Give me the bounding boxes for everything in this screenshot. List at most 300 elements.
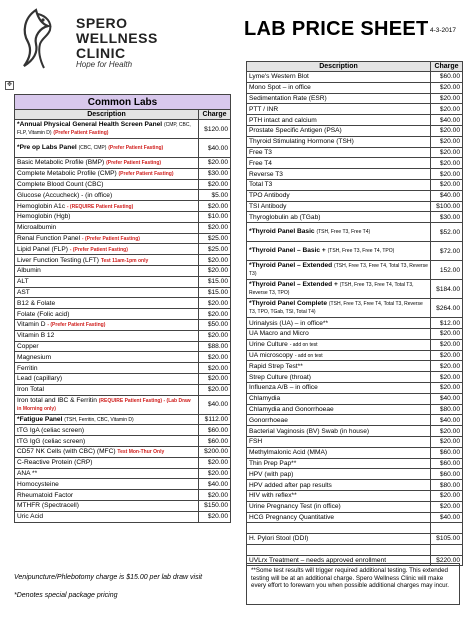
- row-test-note: (Prefer Patient Fasting): [118, 171, 174, 178]
- row-charge: $40.00: [431, 190, 463, 201]
- row-description: [247, 512, 431, 523]
- row-charge: $20.00: [199, 511, 231, 522]
- phlebotomy-note: Venipuncture/Phlebotomy charge is $15.00 per lab draw visit: [14, 574, 203, 581]
- row-test-note: (Prefer Patient Fasting): [53, 130, 109, 136]
- row-description: [15, 319, 199, 330]
- row-charge: $88.00: [199, 341, 231, 352]
- row-description: [247, 361, 431, 372]
- row-test-subtext: - add on test: [294, 352, 323, 359]
- row-description: [15, 414, 199, 425]
- table-row: [15, 330, 231, 341]
- row-charge: $20.00: [431, 104, 463, 115]
- row-test-name: PTH intact and calcium: [249, 116, 317, 124]
- row-charge: $30.00: [431, 212, 463, 223]
- table-row: [15, 158, 231, 169]
- sheet-date: 4-3-2017: [430, 27, 457, 34]
- row-test-name: ALT: [17, 278, 29, 286]
- row-test-name: Vitamin D: [17, 321, 46, 329]
- row-description: [15, 395, 199, 414]
- row-test-name: Thyroglobulin ab (TGab): [249, 213, 321, 221]
- row-test-name: Renal Function Panel: [17, 234, 81, 242]
- row-description: [15, 211, 199, 222]
- row-test-name: Complete Metabolic Profile (CMP): [17, 170, 117, 178]
- row-test-subtext: (TSH, Free T3, Free T4): [316, 229, 371, 236]
- table-row: [15, 265, 231, 276]
- table-row: [15, 395, 231, 414]
- row-description: [15, 446, 199, 457]
- row-test-name: *Thyroid Panel – Extended +: [249, 281, 338, 289]
- row-test-subtext: (TSH, Free T3, Free T4, TPO): [327, 248, 395, 255]
- table-row: [15, 511, 231, 522]
- table-row: [15, 479, 231, 490]
- row-description: [247, 318, 431, 329]
- row-test-name: Hemoglobin (Hgb): [17, 213, 71, 221]
- row-charge: $60.00: [431, 469, 463, 480]
- row-test-name: PTT / INR: [249, 105, 279, 113]
- row-charge: $25.00: [199, 233, 231, 244]
- row-charge: $40.00: [431, 393, 463, 404]
- table-row: [15, 446, 231, 457]
- row-test-subtext: (CBC, CMP): [78, 145, 107, 151]
- row-description: [15, 500, 199, 511]
- spero-bird-logo-icon: [14, 6, 58, 72]
- row-charge: $20.00: [431, 179, 463, 190]
- row-description: [247, 212, 431, 223]
- row-description: [247, 223, 431, 242]
- table-row: [15, 244, 231, 255]
- row-test-name: *Fatigue Panel: [17, 415, 63, 423]
- row-test-note: - (Prefer Patient Fasting): [81, 235, 140, 242]
- row-charge: $40.00: [431, 415, 463, 426]
- row-description: [247, 436, 431, 447]
- row-test-name: CD57 NK Cells (with CBC) (MFC): [17, 448, 116, 456]
- row-description: [15, 309, 199, 320]
- row-charge: $20.00: [431, 501, 463, 512]
- table-row: [15, 373, 231, 384]
- row-charge: $20.00: [199, 309, 231, 320]
- row-description: [247, 339, 431, 350]
- row-test-name: *Thyroid Panel – Extended: [249, 262, 333, 270]
- row-charge: $20.00: [199, 222, 231, 233]
- row-charge: $20.00: [431, 136, 463, 147]
- row-charge: [431, 523, 463, 534]
- row-test-note: - (Prefer Patient Fasting): [69, 246, 128, 253]
- row-test-name: HPV added after pap results: [249, 481, 332, 489]
- row-description: [247, 372, 431, 383]
- row-test-name: Thyroid Stimulating Hormone (TSH): [249, 138, 354, 146]
- table-row: [247, 490, 463, 501]
- row-description: [247, 523, 431, 534]
- row-charge: $20.00: [431, 158, 463, 169]
- table-row: [247, 179, 463, 190]
- row-charge: $20.00: [431, 372, 463, 383]
- row-test-name: Strep Culture (throat): [249, 373, 311, 381]
- row-description: [15, 255, 199, 266]
- row-description: [15, 425, 199, 436]
- row-test-name: Ferritin: [17, 364, 38, 372]
- row-charge: $20.00: [431, 382, 463, 393]
- row-charge: $60.00: [431, 458, 463, 469]
- row-description: [15, 436, 199, 447]
- row-test-name: Folate (Folic acid): [17, 310, 70, 318]
- table-row: [247, 261, 463, 280]
- table-row: [15, 211, 231, 222]
- row-charge: $20.00: [431, 339, 463, 350]
- table-row: [247, 190, 463, 201]
- row-test-note: Test Mon-Thur Only: [117, 449, 165, 456]
- row-charge: $20.00: [431, 147, 463, 158]
- table-row: [247, 534, 463, 545]
- table-row: [15, 341, 231, 352]
- row-charge: $20.00: [199, 298, 231, 309]
- row-description: [15, 511, 199, 522]
- row-description: [15, 330, 199, 341]
- row-description: [247, 147, 431, 158]
- row-description: [15, 158, 199, 169]
- row-charge: $264.00: [431, 299, 463, 318]
- row-charge: $5.00: [199, 190, 231, 201]
- row-description: [15, 384, 199, 395]
- table-row: [247, 372, 463, 383]
- row-description: [15, 201, 199, 212]
- row-description: [247, 169, 431, 180]
- lab-price-table: [246, 61, 463, 566]
- row-description: [247, 190, 431, 201]
- row-charge: $30.00: [199, 168, 231, 179]
- row-charge: $20.00: [199, 352, 231, 363]
- row-description: [15, 233, 199, 244]
- table-row: [247, 436, 463, 447]
- row-charge: $20.00: [431, 426, 463, 437]
- row-test-name: Prostate Specific Antigen (PSA): [249, 127, 342, 135]
- row-test-name: *Annual Physical General Health Screen Panel: [17, 121, 163, 128]
- table-row: [247, 426, 463, 437]
- row-description: [247, 72, 431, 83]
- row-description: [15, 179, 199, 190]
- row-description: [247, 544, 431, 555]
- row-test-name: Albumin: [17, 267, 41, 275]
- brand-line-2: WELLNESS: [76, 30, 158, 46]
- row-test-note: (Prefer Patient Fasting): [106, 160, 162, 167]
- row-description: [247, 382, 431, 393]
- row-test-name: TPO Antibody: [249, 192, 290, 200]
- row-charge: $15.00: [199, 276, 231, 287]
- row-test-name: Rapid Strep Test**: [249, 362, 303, 370]
- row-charge: $60.00: [431, 447, 463, 458]
- row-test-subtext: (TSH, Free T3, Free T4, Total T3, Reverse T3): [249, 263, 428, 278]
- row-test-name: Iron total and IBC & Ferritin: [17, 396, 97, 404]
- row-description: [247, 458, 431, 469]
- table-row: [15, 319, 231, 330]
- row-description: [247, 261, 431, 280]
- table-row: [247, 361, 463, 372]
- row-test-name: *Thyroid Panel – Basic +: [249, 247, 326, 255]
- table-row: [247, 169, 463, 180]
- row-charge: $20.00: [199, 255, 231, 266]
- row-test-subtext: (TSH, Ferritin, CBC, Vitamin D): [64, 416, 134, 423]
- row-test-name: ANA **: [17, 469, 38, 477]
- row-charge: $20.00: [199, 201, 231, 212]
- table-row: [247, 280, 463, 299]
- table-row: [247, 125, 463, 136]
- row-charge: $112.00: [199, 414, 231, 425]
- row-description: [247, 115, 431, 126]
- row-charge: $40.00: [199, 139, 231, 158]
- table-row: [247, 469, 463, 480]
- brand-line-3: CLINIC: [76, 45, 126, 61]
- table-row: [247, 404, 463, 415]
- row-charge: $220.00: [431, 555, 463, 566]
- row-test-name: Liver Function Testing (LFT): [17, 256, 99, 264]
- row-test-name: HCG Pregnancy Quantitative: [249, 513, 335, 521]
- row-test-name: Sedimentation Rate (ESR): [249, 94, 327, 102]
- table-row: [15, 425, 231, 436]
- row-description: [247, 136, 431, 147]
- row-test-note: (Prefer Patient Fasting): [108, 145, 164, 151]
- row-test-name: Urinalysis (UA) – in office**: [249, 319, 329, 327]
- row-description: [247, 82, 431, 93]
- row-charge: $80.00: [431, 480, 463, 491]
- brand-line-1: SPERO: [76, 15, 128, 31]
- row-test-name: Reverse T3: [249, 170, 283, 178]
- table-row: [15, 490, 231, 501]
- column-header-charge: Charge: [431, 62, 463, 72]
- table-row: [247, 72, 463, 83]
- row-test-name: UA Macro and Micro: [249, 330, 309, 338]
- row-test-name: *Thyroid Panel Basic: [249, 228, 315, 236]
- table-row: [247, 299, 463, 318]
- row-test-name: Lead (capillary): [17, 375, 63, 383]
- column-header-row: [15, 110, 231, 120]
- row-charge: $20.00: [431, 93, 463, 104]
- row-description: [15, 352, 199, 363]
- table-row: [15, 120, 231, 139]
- row-test-name: Vitamin B 12: [17, 332, 55, 340]
- table-row: [247, 328, 463, 339]
- table-row: [15, 352, 231, 363]
- row-test-name: UA microscopy: [249, 351, 293, 359]
- row-charge: $20.00: [431, 169, 463, 180]
- row-charge: $20.00: [199, 384, 231, 395]
- row-charge: $150.00: [199, 500, 231, 511]
- row-description: [15, 120, 199, 139]
- row-description: [247, 404, 431, 415]
- row-test-note: (REQUIRE Patient Fasting) - (Lab Draw in Morning only): [17, 397, 191, 412]
- row-test-name: C-Reactive Protein (CRP): [17, 459, 93, 467]
- row-charge: $20.00: [431, 82, 463, 93]
- row-test-name: Microalbumin: [17, 224, 57, 232]
- row-description: [15, 363, 199, 374]
- row-test-name: Iron Total: [17, 386, 45, 394]
- table-row: [15, 500, 231, 511]
- page-title: LAB PRICE SHEET: [244, 18, 429, 40]
- column-header-charge: Charge: [199, 110, 231, 120]
- row-description: [247, 447, 431, 458]
- table-row: [247, 393, 463, 404]
- row-test-name: tTG IgA (celiac screen): [17, 426, 85, 434]
- table-row: [15, 384, 231, 395]
- table-row: [15, 139, 231, 158]
- row-charge: $20.00: [431, 361, 463, 372]
- row-charge: $72.00: [431, 242, 463, 261]
- row-charge: $20.00: [431, 328, 463, 339]
- row-charge: $20.00: [199, 490, 231, 501]
- table-row: [247, 523, 463, 534]
- table-row: [15, 309, 231, 320]
- row-description: [247, 280, 431, 299]
- table-row: [15, 190, 231, 201]
- row-test-name: tTG IgG (celiac screen): [17, 437, 86, 445]
- table-row: [247, 415, 463, 426]
- row-description: [247, 480, 431, 491]
- row-test-name: Hemoglobin A1c: [17, 202, 66, 210]
- row-test-name: Urine Pregnancy Test (in office): [249, 503, 341, 511]
- row-description: [247, 469, 431, 480]
- table-row: [15, 168, 231, 179]
- row-charge: $60.00: [199, 436, 231, 447]
- row-test-name: Chlamydia: [249, 395, 281, 403]
- row-test-name: Thin Prep Pap**: [249, 459, 297, 467]
- column-header-row: [247, 62, 463, 72]
- row-test-name: HPV (with pap): [249, 470, 294, 478]
- table-row: [247, 93, 463, 104]
- table-row: [247, 480, 463, 491]
- row-charge: $20.00: [431, 125, 463, 136]
- row-test-subtext: (TSH, Free T3, Free T4, Total T3, Reverse T3, TPO): [249, 282, 414, 297]
- table-row: [247, 242, 463, 261]
- row-test-name: Uric Acid: [17, 513, 44, 521]
- row-charge: $20.00: [199, 179, 231, 190]
- row-test-name: Free T3: [249, 148, 272, 156]
- row-test-name: Urine Culture: [249, 341, 288, 349]
- table-row: [15, 255, 231, 266]
- row-test-name: Influenza A/B – in office: [249, 384, 318, 392]
- row-description: [247, 242, 431, 261]
- row-charge: $80.00: [431, 404, 463, 415]
- row-test-name: Total T3: [249, 181, 273, 189]
- row-description: [247, 426, 431, 437]
- row-charge: $60.00: [431, 72, 463, 83]
- table-row: [247, 115, 463, 126]
- row-charge: 152.00: [431, 261, 463, 280]
- row-test-name: AST: [17, 288, 30, 296]
- row-charge: $40.00: [431, 115, 463, 126]
- row-test-name: Bacterial Vaginosis (BV) Swab (in house): [249, 427, 370, 435]
- table-row: [247, 201, 463, 212]
- table-row: [15, 287, 231, 298]
- row-charge: $20.00: [199, 265, 231, 276]
- row-test-name: Complete Blood Count (CBC): [17, 180, 104, 188]
- table-row: [15, 298, 231, 309]
- row-description: [15, 222, 199, 233]
- row-test-name: Lyme's Western Blot: [249, 73, 309, 81]
- row-charge: $20.00: [431, 490, 463, 501]
- row-test-name: HIV with reflex**: [249, 492, 297, 500]
- section-title: Common Labs: [15, 95, 231, 110]
- table-move-handle-icon[interactable]: ✥: [6, 82, 13, 88]
- row-test-note: Test 11am-1pm only: [100, 257, 149, 264]
- row-charge: [431, 544, 463, 555]
- row-test-name: *Pre op Labs Panel: [17, 144, 77, 151]
- row-charge: $40.00: [199, 479, 231, 490]
- row-description: [15, 276, 199, 287]
- row-test-name: *Thyroid Panel Complete: [249, 300, 328, 308]
- common-labs-table: [14, 94, 231, 523]
- row-description: [247, 328, 431, 339]
- brand-tagline: Hope for Health: [76, 60, 133, 69]
- row-test-name: Basic Metabolic Profile (BMP): [17, 159, 105, 167]
- row-description: [247, 125, 431, 136]
- row-description: [15, 190, 199, 201]
- row-charge: $20.00: [431, 436, 463, 447]
- table-row: [247, 136, 463, 147]
- row-description: [247, 93, 431, 104]
- row-description: [15, 139, 199, 158]
- section-header-row: [15, 95, 231, 110]
- row-description: [15, 373, 199, 384]
- row-description: [15, 457, 199, 468]
- table-row: [247, 544, 463, 555]
- row-charge: $40.00: [199, 395, 231, 414]
- row-test-name: Methylmalonic Acid (MMA): [249, 449, 328, 457]
- row-charge: $20.00: [199, 158, 231, 169]
- table-row: [15, 179, 231, 190]
- row-test-subtext: (CMP, CBC, FLP, Vitamin D): [17, 122, 191, 136]
- row-charge: $200.00: [199, 446, 231, 457]
- table-row: [15, 457, 231, 468]
- column-header-description: Description: [15, 110, 199, 120]
- package-pricing-note: *Denotes special package pricing: [14, 592, 118, 599]
- row-test-name: Homocysteine: [17, 480, 59, 488]
- table-row: [247, 350, 463, 361]
- row-charge: $40.00: [431, 512, 463, 523]
- row-test-name: Rheumatoid Factor: [17, 491, 74, 499]
- table-row: [247, 82, 463, 93]
- row-description: [15, 468, 199, 479]
- table-row: [15, 363, 231, 374]
- table-row: [247, 458, 463, 469]
- row-test-name: FSH: [249, 438, 263, 446]
- row-test-name: UVLrx Treatment – needs approved enrollment: [249, 557, 387, 565]
- row-description: [247, 501, 431, 512]
- table-row: [247, 223, 463, 242]
- row-description: [15, 490, 199, 501]
- table-row: [247, 447, 463, 458]
- row-charge: $105.00: [431, 534, 463, 545]
- table-row: [247, 212, 463, 223]
- row-description: [15, 265, 199, 276]
- row-charge: $20.00: [199, 373, 231, 384]
- row-test-name: Glucose (Accucheck) - (in office): [17, 191, 113, 199]
- row-description: [15, 298, 199, 309]
- row-charge: $12.00: [431, 318, 463, 329]
- row-charge: $20.00: [199, 457, 231, 468]
- additional-testing-note: **Some test results will trigger required additional testing. This extended testing will be at an additional charge. Spero Wellness Clinic will make every effort to forewarn you when possible additional charges may incur.: [246, 563, 460, 605]
- row-test-name: Gonorrhoeae: [249, 416, 288, 424]
- row-test-name: Free T4: [249, 159, 272, 167]
- table-row: [247, 339, 463, 350]
- row-test-name: Mono Spot – in office: [249, 84, 311, 92]
- row-charge: $20.00: [199, 330, 231, 341]
- row-description: [15, 244, 199, 255]
- row-description: [247, 534, 431, 545]
- row-test-name: Magnesium: [17, 353, 52, 361]
- row-charge: $20.00: [431, 350, 463, 361]
- row-charge: $52.00: [431, 223, 463, 242]
- row-test-name: Lipid Panel (FLP): [17, 245, 68, 253]
- row-test-subtext: - add on test: [289, 342, 318, 349]
- row-test-name: H. Pylori Stool (DDI): [249, 535, 309, 543]
